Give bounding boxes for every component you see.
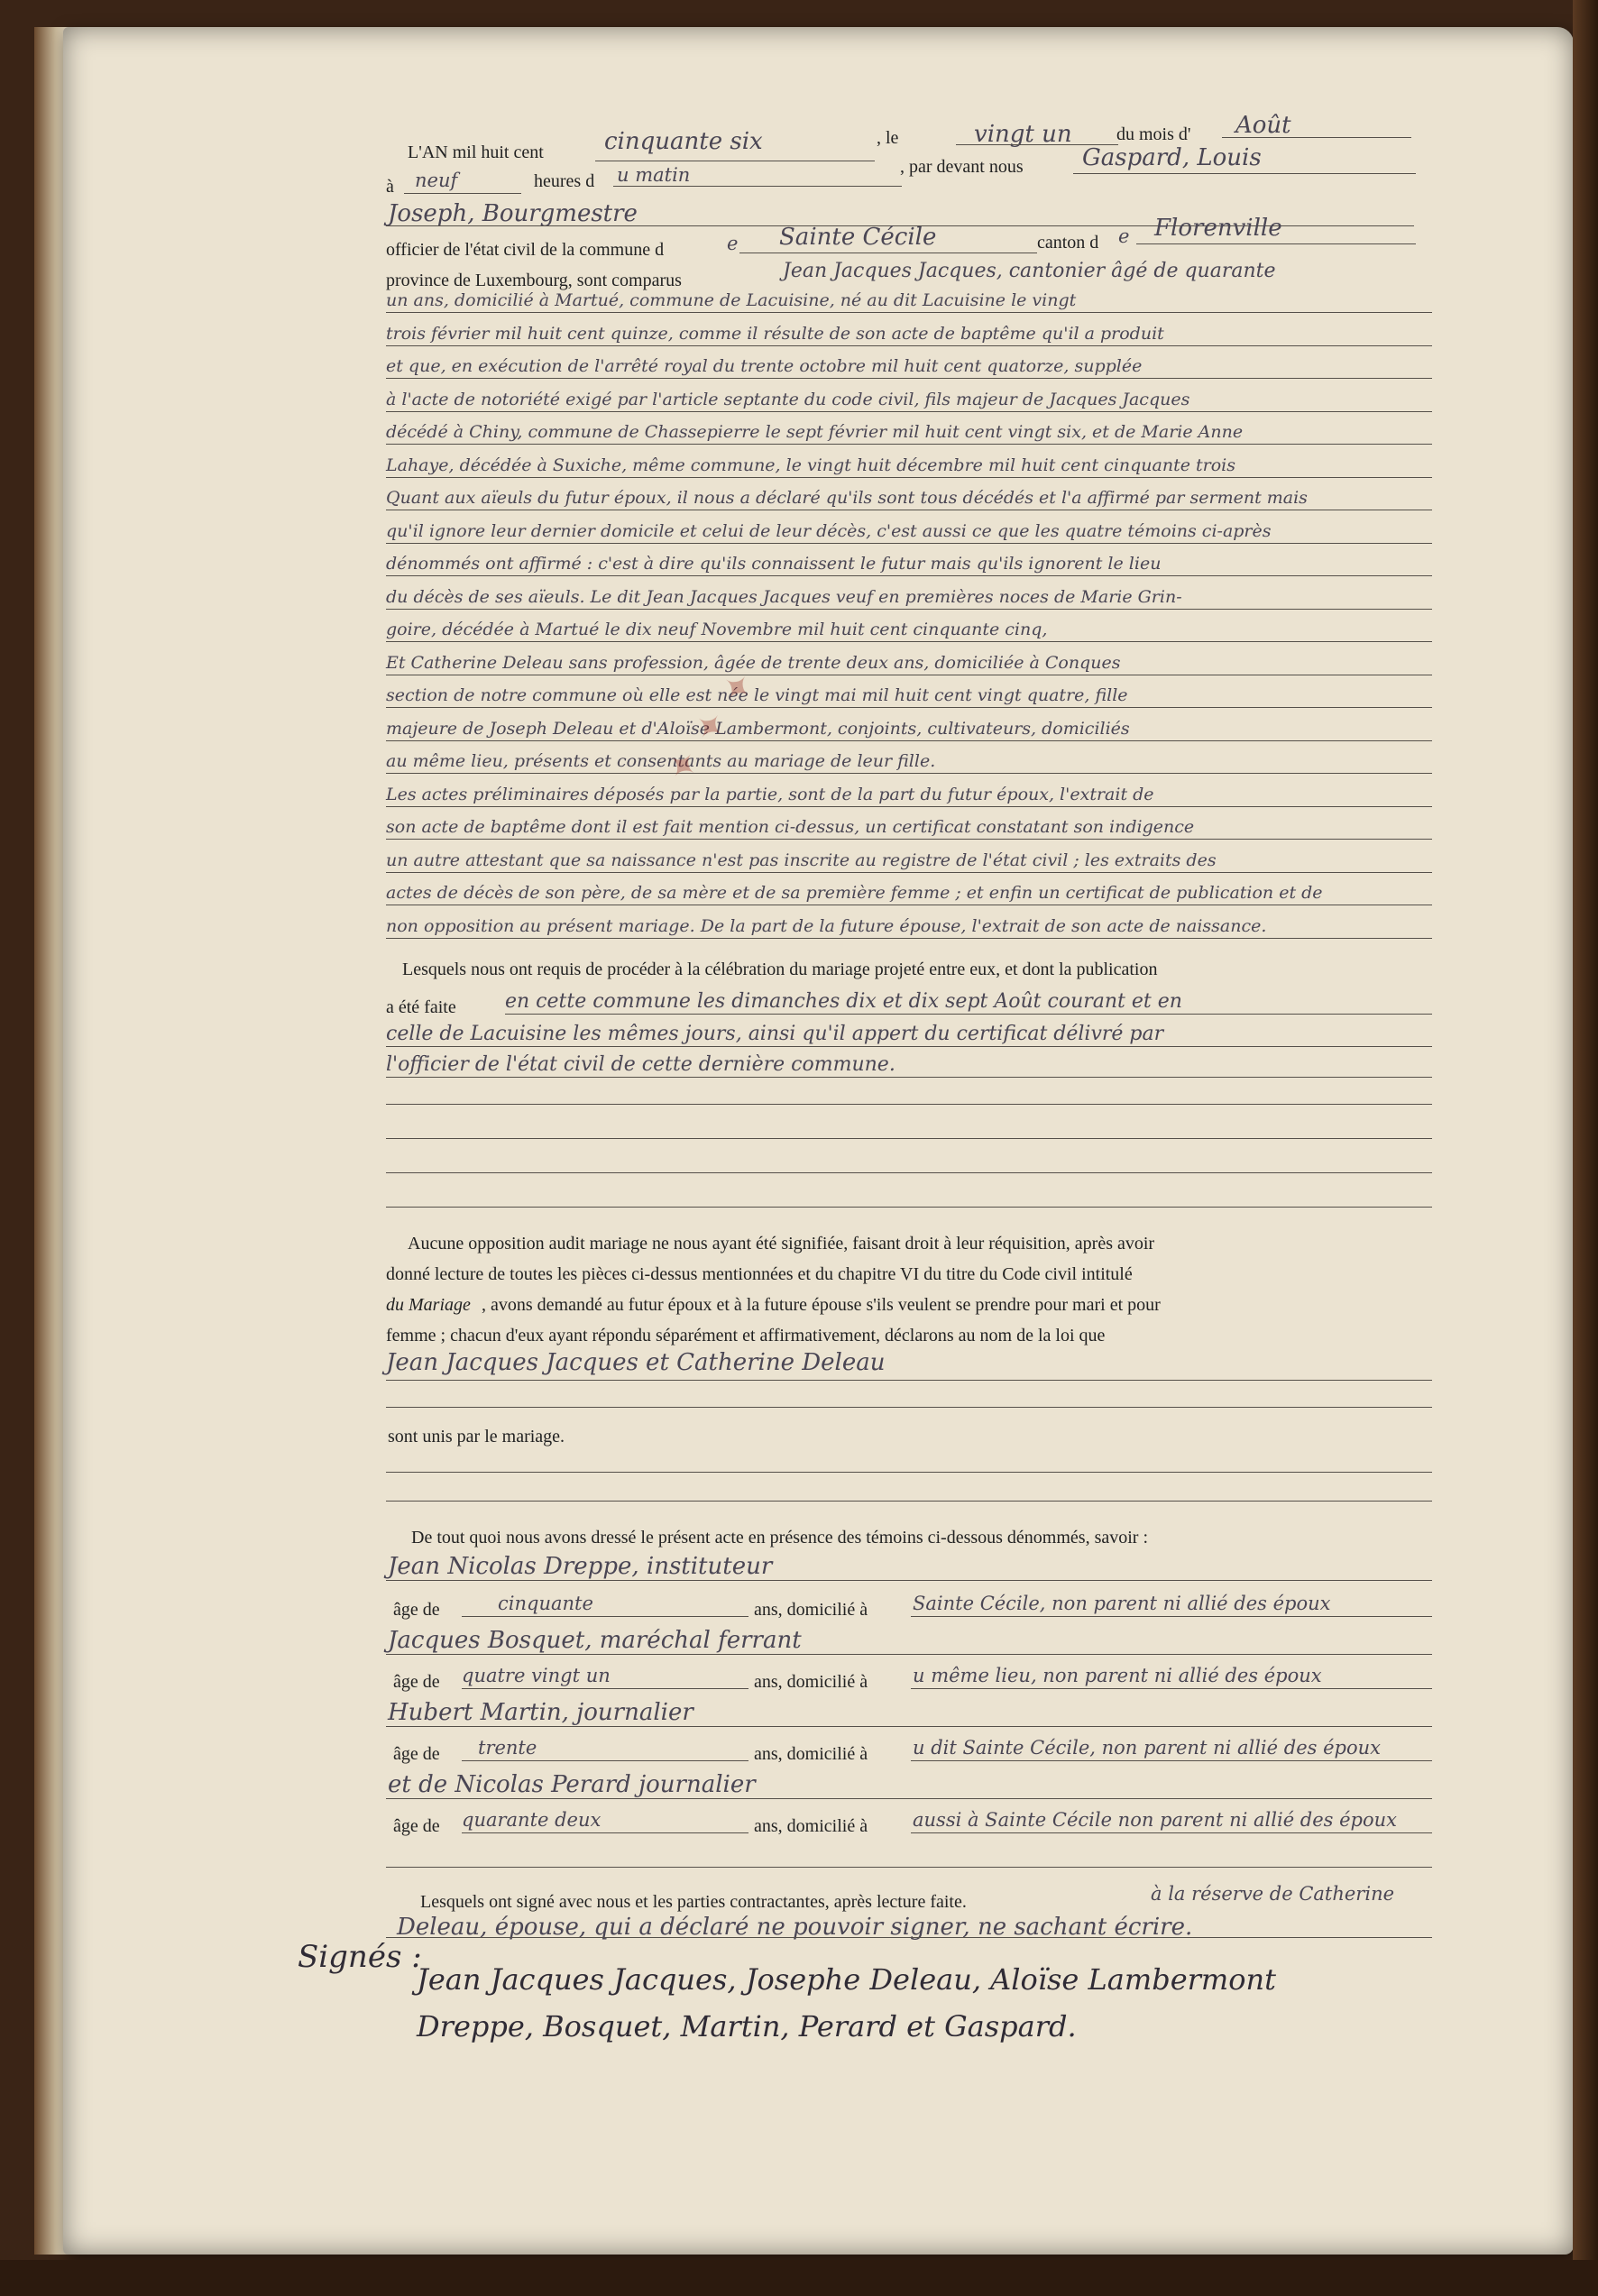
handwritten-hour-suffix: u matin (617, 164, 691, 186)
form-text: province de Luxembourg, sont comparus (386, 271, 682, 290)
blank-line (386, 1380, 1432, 1381)
table-surface (0, 2260, 1598, 2296)
signatures-line-2: Dreppe, Bosquet, Martin, Perard et Gaspard. (417, 2009, 1077, 2043)
blank-line (613, 186, 902, 187)
form-text: âge de (393, 1744, 440, 1764)
handwritten-canton: Florenville (1154, 215, 1282, 242)
witness-1-age: cinquante (498, 1593, 593, 1614)
blank-line (386, 543, 1432, 544)
blank-line (386, 1798, 1432, 1799)
handwritten-line: Et Catherine Deleau sans profession, âgée de trente deux ans, domiciliée à Conques (386, 652, 1121, 673)
handwritten-canton-suffix: e (1118, 225, 1130, 247)
blank-line (462, 1832, 748, 1833)
handwritten-publication-line: celle de Lacuisine les mêmes jours, ainsi qu'il appert du certificat délivré par (386, 1023, 1164, 1045)
handwritten-line: du décès de ses aïeuls. Le dit Jean Jacques Jacques veuf en premières noces de Marie Grin- (386, 586, 1182, 607)
handwritten-line: majeure de Joseph Deleau et d'Aloïse Lambermont, conjoints, cultivateurs, domiciliés (386, 718, 1130, 739)
blank-line (911, 1832, 1432, 1833)
form-text: ans, domicilié à (754, 1672, 868, 1692)
form-text: donné lecture de toutes les pièces ci-dessus mentionnées et du chapitre VI du titre du Code civil intitulé (386, 1264, 1133, 1284)
handwritten-line: et que, en exécution de l'arrêté royal du trente octobre mil huit cent quatorze, supplée (386, 356, 1143, 376)
blank-line (386, 1472, 1432, 1473)
handwritten-publication-line: l'officier de l'état civil de cette dernière commune. (386, 1053, 895, 1076)
form-text: Aucune opposition audit mariage ne nous ayant été signifiée, faisant droit à leur réquisition, après avoir (408, 1234, 1155, 1254)
form-text: femme ; chacun d'eux ayant répondu séparément et affirmativement, déclarons au nom de la loi que (386, 1326, 1106, 1345)
blank-line (386, 806, 1432, 807)
blank-line (1073, 173, 1416, 174)
handwritten-line: goire, décédée à Martué le dix neuf Novembre mil huit cent cinquante cinq, (386, 620, 1048, 639)
blank-line (505, 1014, 1432, 1015)
form-text: officier de l'état civil de la commune d (386, 240, 665, 260)
form-text: heures d (534, 171, 595, 191)
handwritten-signing-note-2: Deleau, épouse, qui a déclaré ne pouvoir signer, ne sachant écrire. (397, 1914, 1193, 1941)
witness-3-domicile: u dit Sainte Cécile, non parent ni allié des époux (913, 1737, 1381, 1759)
handwritten-line: décédé à Chiny, commune de Chassepierre le sept février mil huit cent vingt six, et de Marie Anne (386, 422, 1244, 442)
blank-line (386, 1077, 1432, 1078)
blank-line (386, 345, 1432, 346)
witness-2-domicile: u même lieu, non parent ni allié des époux (913, 1665, 1322, 1686)
blank-line (386, 839, 1432, 840)
handwritten-hour: neuf (415, 170, 458, 191)
blank-line (386, 641, 1432, 642)
witness-2-name: Jacques Bosquet, maréchal ferrant (388, 1627, 802, 1654)
blank-line (462, 1688, 748, 1689)
blank-line (404, 193, 521, 194)
witness-1-name: Jean Nicolas Dreppe, instituteur (388, 1553, 773, 1580)
witness-1-domicile: Sainte Cécile, non parent ni allié des époux (913, 1593, 1331, 1614)
form-text: De tout quoi nous avons dressé le présent acte en présence des témoins ci-dessous dénommés, savoir : (411, 1528, 1149, 1548)
blank-line (386, 872, 1432, 873)
handwritten-signing-note: à la réserve de Catherine (1151, 1883, 1395, 1905)
blank-line (911, 1616, 1432, 1617)
handwritten-line: non opposition au présent mariage. De la part de la future épouse, l'extrait de son acte de naissance. (386, 915, 1267, 936)
blank-line (462, 1760, 748, 1761)
blank-line (386, 1046, 1432, 1047)
form-text: L'AN mil huit cent (408, 142, 544, 162)
witness-4-name: et de Nicolas Perard journalier (388, 1771, 756, 1798)
blank-line (386, 1937, 1432, 1938)
blank-line (386, 477, 1432, 478)
form-text: ans, domicilié à (754, 1744, 868, 1764)
blank-line (386, 312, 1432, 313)
witness-3-name: Hubert Martin, journalier (388, 1699, 693, 1726)
blank-line (386, 1172, 1432, 1173)
handwritten-line: Les actes préliminaires déposés par la partie, sont de la part du futur époux, l'extrait de (386, 784, 1154, 804)
handwritten-publication-line: en cette commune les dimanches dix et dix sept Août courant et en (505, 990, 1182, 1013)
handwritten-line: son acte de baptême dont il est fait mention ci-dessus, un certificat constatant son indigence (386, 817, 1195, 837)
form-text: ans, domicilié à (754, 1600, 868, 1620)
form-text: âge de (393, 1600, 440, 1620)
handwritten-officer-2: Joseph, Bourgmestre (388, 200, 638, 227)
witness-3-age: trente (478, 1737, 537, 1759)
form-text: canton d (1037, 233, 1099, 253)
form-text: Lesquels nous ont requis de procéder à la célébration du mariage projeté entre eux, et dont la publication (402, 960, 1158, 979)
form-text: ans, domicilié à (754, 1816, 868, 1836)
handwritten-commune: Sainte Cécile (779, 224, 937, 251)
signes-label: Signés : (298, 1939, 422, 1975)
blank-line (386, 1207, 1432, 1208)
handwritten-line: qu'il ignore leur dernier domicile et celui de leur décès, c'est aussi ce que les quatre témoins ci-après (386, 520, 1272, 541)
witness-4-domicile: aussi à Sainte Cécile non parent ni allié des époux (913, 1809, 1397, 1831)
blank-line (386, 1501, 1432, 1502)
handwritten-comparant: Jean Jacques Jacques, cantonier âgé de quarante (783, 260, 1276, 282)
handwritten-commune-suffix: e (727, 233, 739, 254)
blank-line (462, 1616, 748, 1617)
witness-4-age: quarante deux (462, 1809, 602, 1831)
form-text: âge de (393, 1816, 440, 1836)
blank-line (386, 444, 1432, 445)
book-edge (1573, 0, 1598, 2296)
handwritten-line: dénommés ont affirmé : c'est à dire qu'ils connaissent le futur mais qu'ils ignorent le lieu (386, 554, 1162, 574)
blank-line (386, 1867, 1432, 1868)
blank-line (386, 575, 1432, 576)
handwritten-year: cinquante six (604, 128, 763, 155)
handwritten-couple: Jean Jacques Jacques et Catherine Deleau (386, 1349, 886, 1376)
blank-line (386, 378, 1432, 379)
handwritten-line: actes de décès de son père, de sa mère et de sa première femme ; et enfin un certificat de publication et de (386, 883, 1323, 903)
blank-line (386, 1407, 1432, 1408)
handwritten-line: au même lieu, présents et consentants au mariage de leur fille. (386, 751, 936, 771)
form-text: a été faite (386, 997, 456, 1017)
blank-line (386, 707, 1432, 708)
blank-line (386, 1654, 1432, 1655)
stamp-mark: ✦ ✦ ✦ (658, 661, 766, 790)
blank-line (386, 609, 1432, 610)
handwritten-officer: Gaspard, Louis (1082, 144, 1262, 171)
blank-line (911, 1760, 1432, 1761)
handwritten-line: trois février mil huit cent quinze, comme il résulte de son acte de baptême qu'il a produit (386, 323, 1164, 344)
blank-line (386, 773, 1432, 774)
form-text: Lesquels ont signé avec nous et les parties contractantes, après lecture faite. (420, 1892, 967, 1912)
blank-line (386, 938, 1432, 939)
form-text: , par devant nous (900, 157, 1024, 177)
handwritten-line: Lahaye, décédée à Suxiche, même commune, le vingt huit décembre mil huit cent cinquante trois (386, 455, 1235, 475)
handwritten-line: à l'acte de notoriété exigé par l'article septante du code civil, fils majeur de Jacques Jacques (386, 389, 1190, 409)
form-text: du mois d' (1116, 124, 1191, 144)
blank-line (386, 1726, 1432, 1727)
handwritten-line: un ans, domicilié à Martué, commune de Lacuisine, né au dit Lacuisine le vingt (386, 290, 1077, 310)
blank-line (1136, 243, 1416, 244)
handwritten-month: Août (1235, 112, 1291, 139)
blank-line (1222, 137, 1411, 138)
handwritten-line: Quant aux aïeuls du futur époux, il nous a déclaré qu'ils sont tous décédés et l'a affirmé par serment mais (386, 488, 1308, 508)
handwritten-line: section de notre commune où elle est née le vingt mai mil huit cent vingt quatre, fille (386, 685, 1128, 705)
form-text: , avons demandé au futur époux et à la future épouse s'ils veulent se prendre pour mari et pour (482, 1295, 1161, 1315)
handwritten-day: vingt un (974, 121, 1072, 148)
handwritten-line: un autre attestant que sa naissance n'est pas inscrite au registre de l'état civil ; les extraits des (386, 850, 1217, 870)
form-text: sont unis par le mariage. (388, 1427, 565, 1446)
blank-line (911, 1688, 1432, 1689)
form-text: âge de (393, 1672, 440, 1692)
blank-line (386, 411, 1432, 412)
witness-2-age: quatre vingt un (462, 1665, 611, 1686)
blank-line (386, 1138, 1432, 1139)
form-text: à (386, 177, 394, 197)
blank-line (386, 1104, 1432, 1105)
blank-line (386, 740, 1432, 741)
signatures-line-1: Jean Jacques Jacques, Josephe Deleau, Aloïse Lambermont (417, 1962, 1276, 1997)
form-text: du Mariage (386, 1295, 471, 1315)
blank-line (386, 1580, 1432, 1581)
form-text: , le (877, 128, 899, 148)
